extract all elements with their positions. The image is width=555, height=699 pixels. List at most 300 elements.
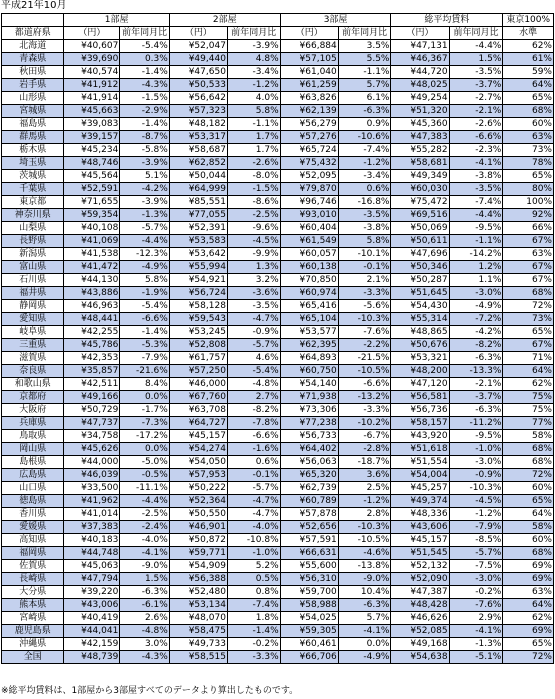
rent-average-cell: ¥51,554 xyxy=(391,456,449,469)
rent-1room-cell: ¥46,963 xyxy=(64,300,120,313)
rent-1room-cell: ¥41,014 xyxy=(64,508,120,521)
rent-average-cell: ¥51,320 xyxy=(391,105,449,118)
yoy-3room-cell: -4.1% xyxy=(338,625,391,638)
rent-3room-cell: ¥52,095 xyxy=(280,170,338,183)
tokyo-level-cell: 65% xyxy=(503,495,554,508)
prefecture-cell: 福岡県 xyxy=(2,547,64,560)
yoy-1room-cell: -4.0% xyxy=(120,534,170,547)
rent-3room-cell: ¥66,706 xyxy=(280,651,338,664)
rent-1room-cell: ¥41,538 xyxy=(64,248,120,261)
tokyo-level-cell: 62% xyxy=(503,378,554,391)
yoy-1room-cell: -4.9% xyxy=(120,261,170,274)
yoy-average-cell: -3.5% xyxy=(449,183,503,196)
yoy-1room-cell: -6.3% xyxy=(120,586,170,599)
tokyo-level-cell: 68% xyxy=(503,443,554,456)
total-row xyxy=(2,651,554,664)
rent-1room-cell: ¥43,006 xyxy=(64,599,120,612)
rent-2room-cell: ¥59,771 xyxy=(169,547,227,560)
rent-average-cell: ¥52,090 xyxy=(391,573,449,586)
prefecture-cell: 愛媛県 xyxy=(2,521,64,534)
prefecture-cell: 静岡県 xyxy=(2,300,64,313)
table-row xyxy=(2,274,554,287)
rent-2room-cell: ¥62,852 xyxy=(169,157,227,170)
rent-2room-cell: ¥53,245 xyxy=(169,326,227,339)
yoy-2room-cell: 1.7% xyxy=(227,131,280,144)
rent-average-cell: ¥51,545 xyxy=(391,547,449,560)
rent-3room-cell: ¥60,057 xyxy=(280,248,338,261)
prefecture-cell: 沖縄県 xyxy=(2,638,64,651)
yoy-3room-cell: -6.3% xyxy=(338,105,391,118)
rent-2room-cell: ¥54,050 xyxy=(169,456,227,469)
yoy-2room-cell: -2.5% xyxy=(227,209,280,222)
yoy-1room-cell: 1.5% xyxy=(120,573,170,586)
yoy-3room-cell: 0.0% xyxy=(338,638,391,651)
table-row xyxy=(2,235,554,248)
table-row xyxy=(2,131,554,144)
rent-3room-cell: ¥55,600 xyxy=(280,560,338,573)
rent-1room-cell: ¥52,591 xyxy=(64,183,120,196)
yoy-3room-cell: 0.6% xyxy=(338,183,391,196)
table-title: 平成21年10月 xyxy=(1,0,67,11)
rent-1room-cell: ¥45,626 xyxy=(64,443,120,456)
rent-3room-cell: ¥75,432 xyxy=(280,157,338,170)
yoy-3room-cell: -0.1% xyxy=(338,261,391,274)
yoy-3room-cell: 5.8% xyxy=(338,235,391,248)
table-row xyxy=(2,248,554,261)
rent-average-cell: ¥50,346 xyxy=(391,261,449,274)
yoy-3room-cell: -3.5% xyxy=(338,209,391,222)
yoy-1room-cell: -1.7% xyxy=(120,404,170,417)
table-row xyxy=(2,352,554,365)
table-row xyxy=(2,469,554,482)
rent-1room-cell: ¥41,472 xyxy=(64,261,120,274)
prefecture-cell: 鳥取県 xyxy=(2,430,64,443)
yoy-average-cell: -4.5% xyxy=(449,495,503,508)
rent-1room-cell: ¥41,069 xyxy=(64,235,120,248)
rent-2room-cell: ¥50,872 xyxy=(169,534,227,547)
rent-2room-cell: ¥64,999 xyxy=(169,183,227,196)
rent-average-cell: ¥45,157 xyxy=(391,534,449,547)
yoy-1room-cell: -12.3% xyxy=(120,248,170,261)
rent-3room-cell: ¥60,750 xyxy=(280,365,338,378)
yoy-1room-cell: -3.9% xyxy=(120,196,170,209)
yoy-3room-cell: 3.5% xyxy=(338,40,391,53)
prefecture-cell: 岩手県 xyxy=(2,79,64,92)
table-row xyxy=(2,339,554,352)
yoy-average-cell: -2.7% xyxy=(449,92,503,105)
rent-average-cell: ¥47,696 xyxy=(391,248,449,261)
yoy-1room-cell: 0.3% xyxy=(120,53,170,66)
yoy-average-cell: -2.3% xyxy=(449,144,503,157)
yoy-average-cell: -1.0% xyxy=(449,443,503,456)
rent-average-cell: ¥54,430 xyxy=(391,300,449,313)
yoy-1room-cell: -1.3% xyxy=(120,209,170,222)
yoy-3room-cell: -1.1% xyxy=(338,66,391,79)
rent-1room-cell: ¥40,108 xyxy=(64,222,120,235)
table-row xyxy=(2,79,554,92)
yoy-average-cell: -4.9% xyxy=(449,300,503,313)
yoy-1room-cell: 5.1% xyxy=(120,170,170,183)
table-row xyxy=(2,92,554,105)
rent-3room-cell: ¥56,279 xyxy=(280,118,338,131)
rent-2room-cell: ¥52,480 xyxy=(169,586,227,599)
yoy-average-cell: -7.5% xyxy=(449,560,503,573)
yoy-average-cell: -7.9% xyxy=(449,521,503,534)
prefecture-cell: 神奈川県 xyxy=(2,209,64,222)
tokyo-level-cell: 77% xyxy=(503,417,554,430)
table-row xyxy=(2,313,554,326)
table-row xyxy=(2,326,554,339)
prefecture-cell: 高知県 xyxy=(2,534,64,547)
yoy-1room-cell: -4.4% xyxy=(120,235,170,248)
rent-2room-cell: ¥54,921 xyxy=(169,274,227,287)
rent-table xyxy=(1,13,554,664)
yoy-average-cell: -1.3% xyxy=(449,638,503,651)
rent-3room-cell: ¥65,320 xyxy=(280,469,338,482)
rent-average-cell: ¥50,069 xyxy=(391,222,449,235)
yoy-2room-cell: 4.0% xyxy=(227,92,280,105)
yoy-2room-cell: 1.8% xyxy=(227,612,280,625)
rent-2room-cell: ¥58,515 xyxy=(169,651,227,664)
rent-1room-cell: ¥43,886 xyxy=(64,287,120,300)
yoy-1room-cell: -0.5% xyxy=(120,469,170,482)
yoy-2room-cell: -2.6% xyxy=(227,157,280,170)
table-row xyxy=(2,287,554,300)
rent-average-cell: ¥50,611 xyxy=(391,235,449,248)
rent-2room-cell: ¥56,642 xyxy=(169,92,227,105)
tokyo-level-cell: 67% xyxy=(503,235,554,248)
rent-3room-cell: ¥57,591 xyxy=(280,534,338,547)
yoy-average-cell: -6.3% xyxy=(449,404,503,417)
rent-2room-cell: ¥49,733 xyxy=(169,638,227,651)
tokyo-level-cell: 63% xyxy=(503,131,554,144)
table-row xyxy=(2,586,554,599)
rent-1room-cell: ¥41,914 xyxy=(64,92,120,105)
yoy-2room-cell: -3.9% xyxy=(227,40,280,53)
yoy-1room-cell: -4.4% xyxy=(120,495,170,508)
yoy-average-cell: -5.7% xyxy=(449,547,503,560)
rent-average-cell: ¥47,120 xyxy=(391,378,449,391)
yoy-average-cell: -3.7% xyxy=(449,391,503,404)
rent-3room-cell: ¥93,010 xyxy=(280,209,338,222)
rent-average-cell: ¥52,132 xyxy=(391,560,449,573)
rent-3room-cell: ¥65,104 xyxy=(280,313,338,326)
rent-2room-cell: ¥52,047 xyxy=(169,40,227,53)
rent-3room-cell: ¥60,404 xyxy=(280,222,338,235)
yoy-average-cell: -3.7% xyxy=(449,79,503,92)
rent-average-cell: ¥48,336 xyxy=(391,508,449,521)
rent-average-cell: ¥49,374 xyxy=(391,495,449,508)
header-2room: 2部屋 xyxy=(169,14,280,27)
rent-average-cell: ¥75,472 xyxy=(391,196,449,209)
prefecture-cell: 全国 xyxy=(2,651,64,664)
rent-2room-cell: ¥58,475 xyxy=(169,625,227,638)
yoy-average-cell: -3.0% xyxy=(449,287,503,300)
prefecture-cell: 栃木県 xyxy=(2,144,64,157)
rent-2room-cell: ¥52,364 xyxy=(169,495,227,508)
rent-3room-cell: ¥62,139 xyxy=(280,105,338,118)
yoy-average-cell: -9.5% xyxy=(449,430,503,443)
rent-3room-cell: ¥65,416 xyxy=(280,300,338,313)
yoy-3room-cell: -10.5% xyxy=(338,534,391,547)
rent-3room-cell: ¥57,878 xyxy=(280,508,338,521)
prefecture-cell: 熊本県 xyxy=(2,599,64,612)
tokyo-level-cell: 64% xyxy=(503,365,554,378)
rent-average-cell: ¥49,349 xyxy=(391,170,449,183)
yoy-average-cell: -3.8% xyxy=(449,170,503,183)
rent-3room-cell: ¥54,025 xyxy=(280,612,338,625)
rent-1room-cell: ¥37,383 xyxy=(64,521,120,534)
rent-3room-cell: ¥60,138 xyxy=(280,261,338,274)
rent-1room-cell: ¥39,690 xyxy=(64,53,120,66)
rent-1room-cell: ¥49,166 xyxy=(64,391,120,404)
prefecture-cell: 徳島県 xyxy=(2,495,64,508)
yoy-average-cell: -11.2% xyxy=(449,417,503,430)
rent-2room-cell: ¥54,274 xyxy=(169,443,227,456)
tokyo-level-cell: 62% xyxy=(503,40,554,53)
rent-2room-cell: ¥85,551 xyxy=(169,196,227,209)
yoy-average-cell: -6.3% xyxy=(449,352,503,365)
prefecture-cell: 宮城県 xyxy=(2,105,64,118)
yoy-2room-cell: 2.7% xyxy=(227,391,280,404)
yoy-average-cell: 1.2% xyxy=(449,261,503,274)
header-yoy-avg: 前年同月比 xyxy=(449,27,503,40)
tokyo-level-cell: 71% xyxy=(503,352,554,365)
table-row xyxy=(2,66,554,79)
rent-3room-cell: ¥60,974 xyxy=(280,287,338,300)
rent-average-cell: ¥58,157 xyxy=(391,417,449,430)
rent-3room-cell: ¥59,700 xyxy=(280,586,338,599)
rent-average-cell: ¥52,085 xyxy=(391,625,449,638)
rent-average-cell: ¥49,254 xyxy=(391,92,449,105)
yoy-average-cell: -13.3% xyxy=(449,365,503,378)
rent-1room-cell: ¥42,159 xyxy=(64,638,120,651)
yoy-average-cell: -2.6% xyxy=(449,118,503,131)
yoy-3room-cell: -3.3% xyxy=(338,287,391,300)
rent-average-cell: ¥48,200 xyxy=(391,365,449,378)
footnote: ※総平均賃料は、1部屋から3部屋すべてのデータより算出したものです。 xyxy=(1,686,299,696)
yoy-average-cell: -10.3% xyxy=(449,482,503,495)
rent-average-cell: ¥45,257 xyxy=(391,482,449,495)
rent-3room-cell: ¥53,577 xyxy=(280,326,338,339)
rent-average-cell: ¥58,681 xyxy=(391,157,449,170)
yoy-average-cell: -2.1% xyxy=(449,105,503,118)
header-tokyo-level: 東京100% xyxy=(503,14,554,27)
rent-average-cell: ¥51,618 xyxy=(391,443,449,456)
rent-average-cell: ¥56,581 xyxy=(391,391,449,404)
prefecture-cell: 香川県 xyxy=(2,508,64,521)
rent-average-cell: ¥47,383 xyxy=(391,131,449,144)
rent-2room-cell: ¥56,724 xyxy=(169,287,227,300)
table-row xyxy=(2,222,554,235)
yoy-2room-cell: -0.9% xyxy=(227,326,280,339)
prefecture-cell: 山梨県 xyxy=(2,222,64,235)
yoy-3room-cell: -16.8% xyxy=(338,196,391,209)
table-row xyxy=(2,534,554,547)
yoy-average-cell: -14.2% xyxy=(449,248,503,261)
header-yoy-1: 前年同月比 xyxy=(120,27,170,40)
yoy-2room-cell: -1.1% xyxy=(227,118,280,131)
tokyo-level-cell: 65% xyxy=(503,92,554,105)
yoy-1room-cell: -21.6% xyxy=(120,365,170,378)
rent-2room-cell: ¥53,583 xyxy=(169,235,227,248)
rent-3room-cell: ¥54,140 xyxy=(280,378,338,391)
yoy-1room-cell: -6.6% xyxy=(120,313,170,326)
rent-1room-cell: ¥44,041 xyxy=(64,625,120,638)
yoy-2room-cell: -4.7% xyxy=(227,313,280,326)
yoy-average-cell: -0.9% xyxy=(449,469,503,482)
prefecture-cell: 群馬県 xyxy=(2,131,64,144)
table-row xyxy=(2,105,554,118)
table-row xyxy=(2,625,554,638)
rent-average-cell: ¥47,387 xyxy=(391,586,449,599)
header-yen-avg: （円） xyxy=(391,27,449,40)
yoy-average-cell: 1.1% xyxy=(449,274,503,287)
table-row xyxy=(2,599,554,612)
rent-average-cell: ¥51,645 xyxy=(391,287,449,300)
prefecture-cell: 長野県 xyxy=(2,235,64,248)
yoy-3room-cell: -10.2% xyxy=(338,417,391,430)
table-row xyxy=(2,547,554,560)
prefecture-cell: 千葉県 xyxy=(2,183,64,196)
rent-2room-cell: ¥46,901 xyxy=(169,521,227,534)
yoy-2room-cell: -1.0% xyxy=(227,547,280,560)
yoy-average-cell: -3.5% xyxy=(449,66,503,79)
prefecture-cell: 島根県 xyxy=(2,456,64,469)
rent-average-cell: ¥48,428 xyxy=(391,599,449,612)
yoy-2room-cell: -5.4% xyxy=(227,365,280,378)
rent-2room-cell: ¥50,222 xyxy=(169,482,227,495)
table-row xyxy=(2,378,554,391)
rent-2room-cell: ¥57,250 xyxy=(169,365,227,378)
rent-2room-cell: ¥53,134 xyxy=(169,599,227,612)
rent-1room-cell: ¥44,130 xyxy=(64,274,120,287)
rent-average-cell: ¥48,865 xyxy=(391,326,449,339)
prefecture-cell: 岡山県 xyxy=(2,443,64,456)
yoy-1room-cell: 2.6% xyxy=(120,612,170,625)
prefecture-cell: 茨城県 xyxy=(2,170,64,183)
header-average: 総平均賃料 xyxy=(391,14,503,27)
yoy-2room-cell: -6.6% xyxy=(227,430,280,443)
table-row xyxy=(2,300,554,313)
rent-2room-cell: ¥58,687 xyxy=(169,144,227,157)
rent-3room-cell: ¥60,461 xyxy=(280,638,338,651)
prefecture-cell: 埼玉県 xyxy=(2,157,64,170)
yoy-average-cell: -5.1% xyxy=(449,651,503,664)
rent-1room-cell: ¥45,663 xyxy=(64,105,120,118)
prefecture-cell: 大阪府 xyxy=(2,404,64,417)
rent-3room-cell: ¥77,238 xyxy=(280,417,338,430)
yoy-3room-cell: 10.4% xyxy=(338,586,391,599)
yoy-2room-cell: 4.8% xyxy=(227,53,280,66)
rent-2room-cell: ¥50,550 xyxy=(169,508,227,521)
yoy-2room-cell: 5.8% xyxy=(227,105,280,118)
rent-average-cell: ¥43,606 xyxy=(391,521,449,534)
rent-1room-cell: ¥40,419 xyxy=(64,612,120,625)
yoy-1room-cell: 0.0% xyxy=(120,391,170,404)
header-row-subs xyxy=(2,27,554,40)
rent-3room-cell: ¥56,733 xyxy=(280,430,338,443)
rent-3room-cell: ¥64,893 xyxy=(280,352,338,365)
rent-average-cell: ¥46,367 xyxy=(391,53,449,66)
rent-1room-cell: ¥42,255 xyxy=(64,326,120,339)
table-row xyxy=(2,144,554,157)
header-yen-3: （円） xyxy=(280,27,338,40)
yoy-3room-cell: -6.6% xyxy=(338,378,391,391)
tokyo-level-cell: 68% xyxy=(503,456,554,469)
yoy-average-cell: -3.0% xyxy=(449,456,503,469)
rent-1room-cell: ¥44,000 xyxy=(64,456,120,469)
prefecture-cell: 福井県 xyxy=(2,287,64,300)
yoy-1room-cell: 5.8% xyxy=(120,274,170,287)
tokyo-level-cell: 65% xyxy=(503,170,554,183)
prefecture-cell: 鹿児島県 xyxy=(2,625,64,638)
tokyo-level-cell: 60% xyxy=(503,482,554,495)
header-yen-2: （円） xyxy=(169,27,227,40)
rent-3room-cell: ¥62,395 xyxy=(280,339,338,352)
rent-3room-cell: ¥64,402 xyxy=(280,443,338,456)
yoy-2room-cell: -4.7% xyxy=(227,495,280,508)
header-row-groups xyxy=(2,14,554,27)
header-yoy-3: 前年同月比 xyxy=(338,27,391,40)
yoy-3room-cell: -9.0% xyxy=(338,573,391,586)
header-prefecture: 都道府県 xyxy=(2,27,64,40)
yoy-1room-cell: -4.3% xyxy=(120,651,170,664)
rent-3room-cell: ¥60,789 xyxy=(280,495,338,508)
yoy-average-cell: -6.6% xyxy=(449,131,503,144)
table-row xyxy=(2,638,554,651)
yoy-3room-cell: 2.8% xyxy=(338,508,391,521)
yoy-3room-cell: -10.5% xyxy=(338,365,391,378)
yoy-1room-cell: -17.2% xyxy=(120,430,170,443)
table-row xyxy=(2,118,554,131)
tokyo-level-cell: 78% xyxy=(503,157,554,170)
rent-3room-cell: ¥59,305 xyxy=(280,625,338,638)
prefecture-cell: 和歌山県 xyxy=(2,378,64,391)
rent-2room-cell: ¥50,533 xyxy=(169,79,227,92)
prefecture-cell: 山形県 xyxy=(2,92,64,105)
rent-1room-cell: ¥59,354 xyxy=(64,209,120,222)
tokyo-level-cell: 61% xyxy=(503,53,554,66)
yoy-3room-cell: -6.3% xyxy=(338,599,391,612)
header-3room: 3部屋 xyxy=(280,14,391,27)
yoy-1room-cell: -2.5% xyxy=(120,508,170,521)
rent-1room-cell: ¥41,962 xyxy=(64,495,120,508)
yoy-2room-cell: -1.5% xyxy=(227,183,280,196)
yoy-2room-cell: -3.5% xyxy=(227,300,280,313)
rent-3room-cell: ¥71,938 xyxy=(280,391,338,404)
yoy-2room-cell: -0.1% xyxy=(227,469,280,482)
yoy-1room-cell: -8.7% xyxy=(120,131,170,144)
table-row xyxy=(2,612,554,625)
rent-average-cell: ¥55,314 xyxy=(391,313,449,326)
yoy-3room-cell: 5.7% xyxy=(338,612,391,625)
yoy-2room-cell: -7.4% xyxy=(227,599,280,612)
tokyo-level-cell: 80% xyxy=(503,183,554,196)
prefecture-cell: 滋賀県 xyxy=(2,352,64,365)
yoy-3room-cell: 5.5% xyxy=(338,53,391,66)
tokyo-level-cell: 100% xyxy=(503,196,554,209)
yoy-2room-cell: -3.3% xyxy=(227,651,280,664)
prefecture-cell: 東京都 xyxy=(2,196,64,209)
prefecture-cell: 青森県 xyxy=(2,53,64,66)
rent-3room-cell: ¥73,306 xyxy=(280,404,338,417)
yoy-1room-cell: -3.9% xyxy=(120,157,170,170)
rent-1room-cell: ¥45,063 xyxy=(64,560,120,573)
yoy-average-cell: -7.6% xyxy=(449,599,503,612)
yoy-average-cell: 1.5% xyxy=(449,53,503,66)
rent-average-cell: ¥46,626 xyxy=(391,612,449,625)
